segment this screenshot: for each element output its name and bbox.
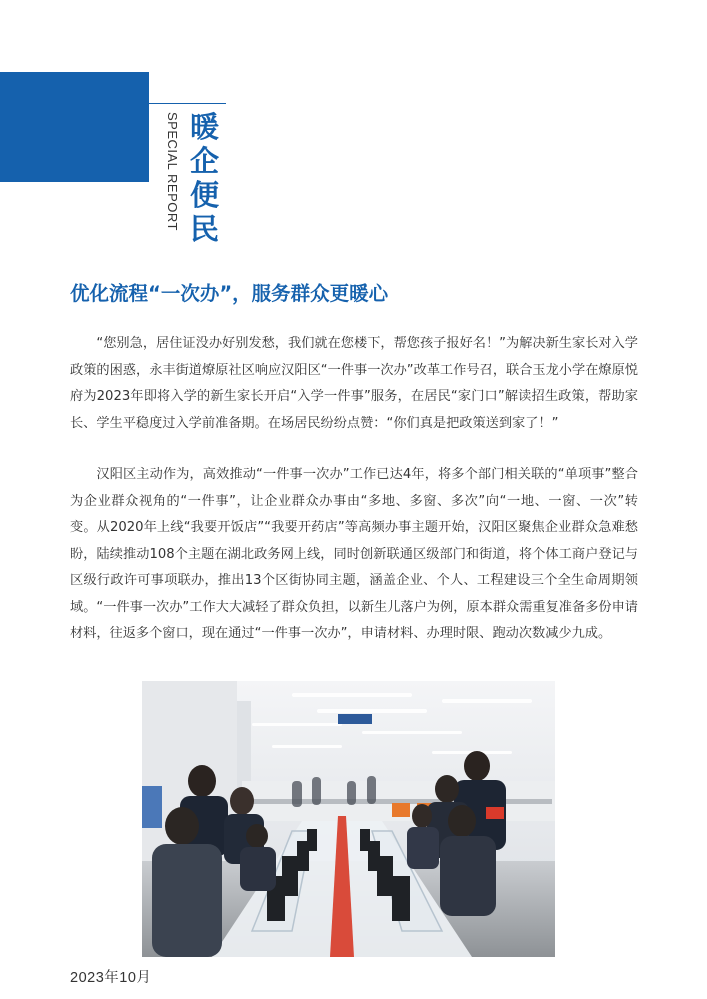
section-subtitle: SPECIAL REPORT — [165, 112, 180, 231]
section-title: 暖企便民 — [190, 110, 220, 246]
service-hall-photo — [142, 681, 555, 957]
service-hall-illustration — [142, 681, 555, 957]
header-rule — [149, 103, 226, 104]
article-paragraph-1: “您别急，居住证没办好别发愁，我们就在您楼下，帮您孩子报好名！”为解决新生家长对入学政策的困惑，永丰街道燎原社区响应汉阳区“一件事一次办”改革工作号召，联合玉龙小学在燎原悦府为2023年即将入学的新生家长开启“入学一件事”服务，在居民“家门口”解读招生政策，帮助家长、学生平稳度过入学前准备期。在场居民纷纷点赞：“你们真是把政策送到家了！” — [70, 336, 638, 431]
header-blue-block — [0, 72, 149, 182]
article-headline: 优化流程“一次办”，服务群众更暖心 — [70, 282, 389, 305]
article-paragraph-2: 汉阳区主动作为，高效推动“一件事一次办”工作已达4年，将多个部门相关联的“单项事”整合为企业群众视角的“一件事”，让企业群众办事由“多地、多窗、多次”向“一地、一窗、一次”转变。从2020年上线“我要开饭店”“我要开药店”等高频办事主题开始，汉阳区聚焦企业群众急难愁盼，陆续推动108个主题在湖北政务网上线，同时创新联通区级部门和街道，将个体工商户登记与区级行政许可事项联办，推出13个区街协同主题，涵盖企业、个人、工程建设三个全生命周期领域。“一件事一次办”工作大大减轻了群众负担，以新生儿落户为例，原本群众需重复准备多份申请材料，往返多个窗口，现在通过“一件事一次办”，申请材料、办理时限、跑动次数减少九成。 — [70, 467, 638, 641]
issue-date: 2023年10月 — [70, 970, 152, 986]
